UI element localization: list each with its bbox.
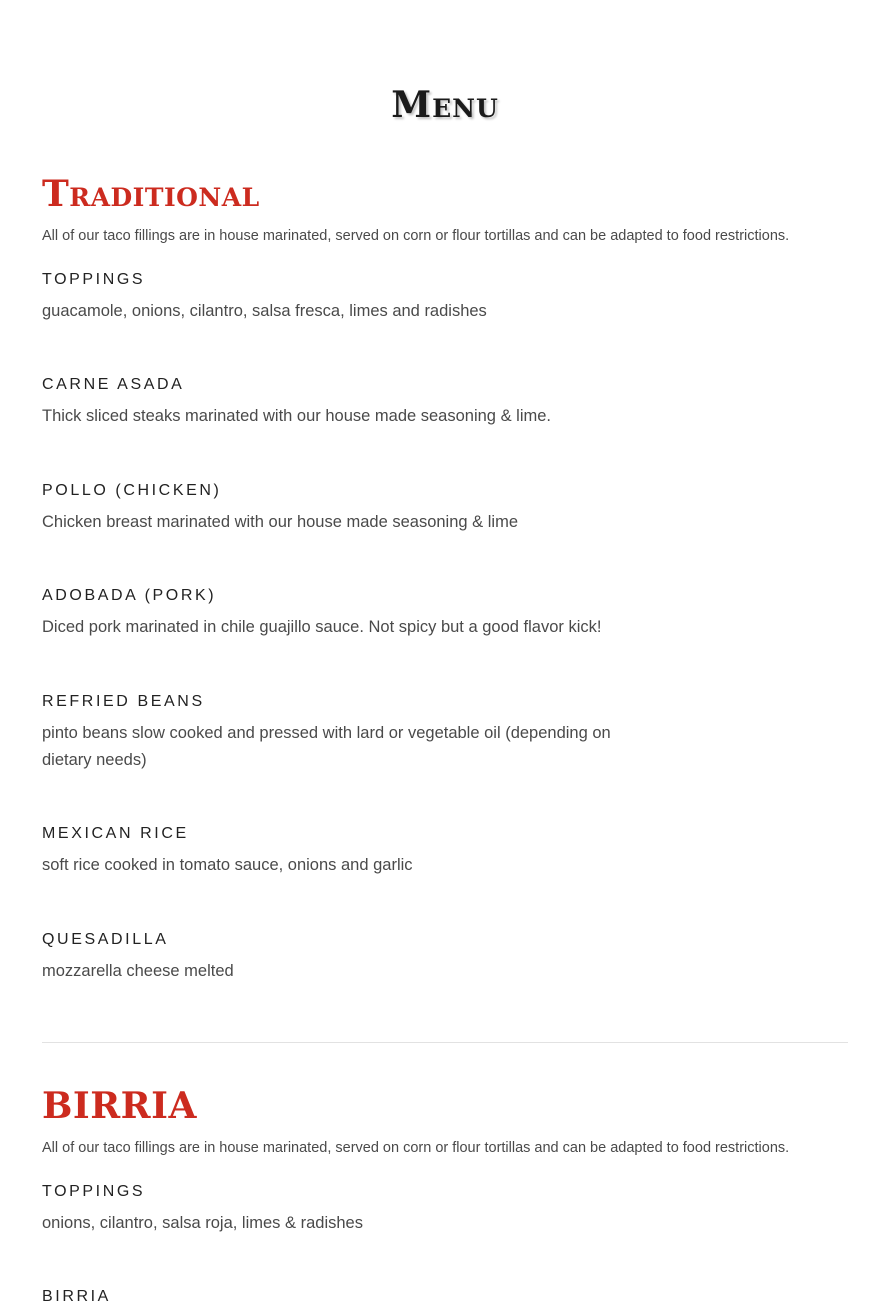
item-name: REFRIED BEANS [42, 693, 205, 710]
item-name: MEXICAN RICE [42, 825, 189, 842]
item-name: TOPPINGS [42, 271, 146, 288]
menu-item-mexican-rice [42, 824, 642, 879]
item-name: TOPPINGS [42, 1183, 146, 1200]
item-description: soft rice cooked in tomato sauce, onions and garlic [42, 856, 413, 874]
menu-item-toppings [42, 1182, 642, 1237]
section-intro: All of our taco fillings are in house marinated, served on corn or flour tortillas and can be adapted to food restrictions. [42, 228, 790, 244]
section-title: Traditional [42, 173, 260, 215]
item-name: QUESADILLA [42, 931, 169, 948]
page-title: Menu [391, 84, 499, 126]
menu-item-carne-asada [42, 375, 642, 430]
section-intro: All of our taco fillings are in house marinated, served on corn or flour tortillas and can be adapted to food restrictions. [42, 1140, 790, 1156]
menu-item-birria [42, 1287, 642, 1302]
menu-item-quesadilla [42, 930, 642, 985]
menu-item-pollo [42, 481, 642, 536]
section-title: BIRRIA [42, 1085, 197, 1127]
item-name: BIRRIA [42, 1288, 111, 1302]
section-divider [42, 1042, 848, 1043]
item-description: guacamole, onions, cilantro, salsa fresca, limes and radishes [42, 302, 487, 320]
section-traditional [42, 173, 848, 980]
item-description: Diced pork marinated in chile guajillo sauce. Not spicy but a good flavor kick! [42, 618, 602, 636]
menu-item-adobada [42, 586, 642, 641]
item-description: onions, cilantro, salsa roja, limes & radishes [42, 1214, 363, 1232]
item-name: ADOBADA (PORK) [42, 587, 217, 604]
menu-item-refried-beans [42, 692, 642, 774]
item-name: CARNE ASADA [42, 376, 185, 393]
item-description: pinto beans slow cooked and pressed with lard or vegetable oil (depending on dietary needs) [42, 724, 611, 769]
item-description: mozzarella cheese melted [42, 962, 234, 980]
section-birria [42, 1085, 848, 1302]
menu-item-toppings [42, 270, 642, 325]
item-description: Thick sliced steaks marinated with our house made seasoning & lime. [42, 407, 551, 425]
item-description: Chicken breast marinated with our house made seasoning & lime [42, 513, 519, 531]
item-name: POLLO (CHICKEN) [42, 482, 222, 499]
